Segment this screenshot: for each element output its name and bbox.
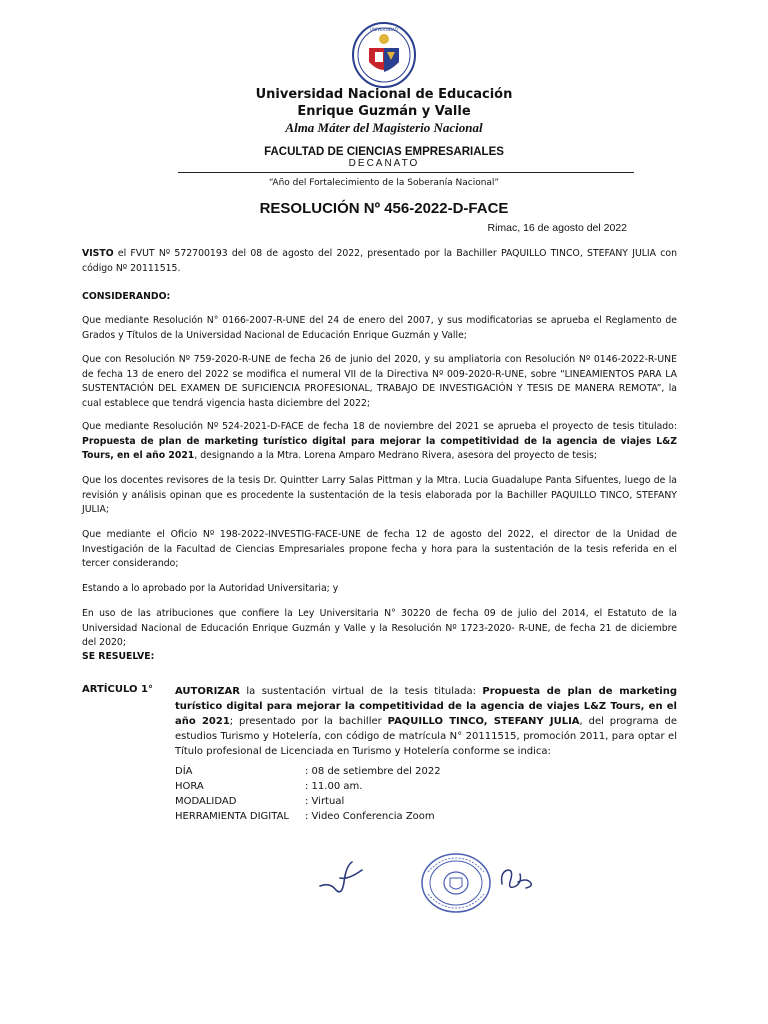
schedule-row: HORA : 11.00 am. <box>175 781 363 792</box>
schedule-row: MODALIDAD : Virtual <box>175 796 345 807</box>
article-1-text: AUTORIZAR la sustentación virtual de la tesis titulada: Propuesta de plan de marketing turístico digital para mejorar la competitividad de la agencia de viajes L&Z Tours, en el año 2021; presentado por la bachiller PAQUILLO TINCO, STEFANY JULIA, del programa de estudios Turismo y Hotelería, con código de matrícula N° 20111515, promoción 2011, para optar el Título profesional de Licenciada en Turismo y Hotelería conforme se indica: <box>175 686 678 757</box>
thesis-title: Propuesta de plan de marketing turístico digital para mejorar la competitividad de la agencia de viajes L&Z Tours, en el año 2021 <box>82 435 677 462</box>
considerando-paragraph-5: Que mediante el Oficio Nº 198-2022-INVESTIG-FACE-UNE de fecha 12 de agosto del 2022, el director de la Unidad de Investigación de la Facultad de Ciencias Empresariales propone fecha y hora para la sustentación de la tesis referida en el tercer considerando; <box>82 529 677 570</box>
official-stamp-icon <box>420 852 492 914</box>
place-date: Rimac, 16 de agosto del 2022 <box>487 222 627 234</box>
year-motto: “Año del Fortalecimiento de la Soberanía Nacional” <box>268 178 500 188</box>
considerando-paragraph-4: Que los docentes revisores de la tesis Dr. Quintter Larry Salas Pittman y la Mtra. Lucia Guadalupe Panta Sifuentes, luego de la revisión y análisis opinan que es procedente la sustentación de la tesis elaborada por la Bachiller PAQUILLO TINCO, STEFANY JULIA; <box>82 475 677 516</box>
header-divider <box>178 172 634 173</box>
schedule-table <box>175 766 441 826</box>
schedule-row: DÍA : 08 de setiembre del 2022 <box>175 766 441 777</box>
considerando-paragraph-3: Que mediante Resolución Nº 524-2021-D-FACE de fecha 18 de noviembre del 2021 se aprueba el proyecto de tesis titulado: Propuesta de plan de marketing turístico digital para mejorar la competitividad de la agencia de viajes L&Z Tours, en el año 2021, designando a la Mtra. Lorena Amparo Medrano Rivera, asesora del proyecto de tesis; <box>82 421 677 462</box>
signature-icon <box>312 856 372 900</box>
resuelve-heading: SE RESUELVE: <box>82 651 155 662</box>
considerando-paragraph-2: Que con Resolución Nº 759-2020-R-UNE de fecha 26 de junio del 2020, y su ampliatoria con Resolución Nº 0146-2022-R-UNE de fecha 13 de enero del 2022 se modifica el numeral VII de la Directiva Nº 009-2020-R-UNE, sobre “LINEAMIENTOS PARA LA SUSTENTACIÓN DEL EXAMEN DE SUFICIENCIA PROFESIONAL, TRABAJO DE INVESTIGACIÓN Y TESIS DE MANERA REMOTA”, la cual establece que tendrá vigencia hasta diciembre del 2022; <box>82 354 677 409</box>
faculty-name: FACULTAD DE CIENCIAS EMPRESARIALES <box>264 146 504 158</box>
article-1-label: ARTÍCULO 1° <box>82 684 153 695</box>
resolution-title: RESOLUCIÓN Nº 456-2022-D-FACE <box>259 200 509 217</box>
visto-label: VISTO <box>82 248 114 259</box>
university-name-line2: Enrique Guzmán y Valle <box>297 104 471 119</box>
university-motto: Alma Máter del Magisterio Nacional <box>285 120 483 135</box>
considerando-paragraph-1: Que mediante Resolución N° 0166-2007-R-UNE del 24 de enero del 2007, y sus modificatorias se aprueba el Reglamento de Grados y Títulos de la Universidad Nacional de Educación Enrique Guzmán y Valle; <box>82 315 677 341</box>
university-seal-icon <box>351 22 417 88</box>
visto-paragraph: VISTO el FVUT Nº 572700193 del 08 de agosto del 2022, presentado por la Bachiller PAQUILLO TINCO, STEFANY JULIA con código Nº 20111515. <box>82 248 677 274</box>
office-name: DECANATO <box>348 158 420 169</box>
university-name-line1: Universidad Nacional de Educación <box>255 87 513 102</box>
signature-icon <box>496 860 540 896</box>
considerando-heading: CONSIDERANDO: <box>82 291 171 302</box>
schedule-row: HERRAMIENTA DIGITAL : Video Conferencia Zoom <box>175 811 435 822</box>
considerando-paragraph-6: Estando a lo aprobado por la Autoridad Universitaria; y <box>82 583 339 594</box>
svg-text:UNIVERSIDAD: UNIVERSIDAD <box>370 27 398 32</box>
considerando-paragraph-7: En uso de las atribuciones que confiere la Ley Universitaria N° 30220 de fecha 09 de julio del 2014, el Estatuto de la Universidad Nacional de Educación Enrique Guzmán y Valle y la Resolución Nº 1723-2020- R-UNE, de fecha 21 de diciembre del 2020; <box>82 608 677 649</box>
